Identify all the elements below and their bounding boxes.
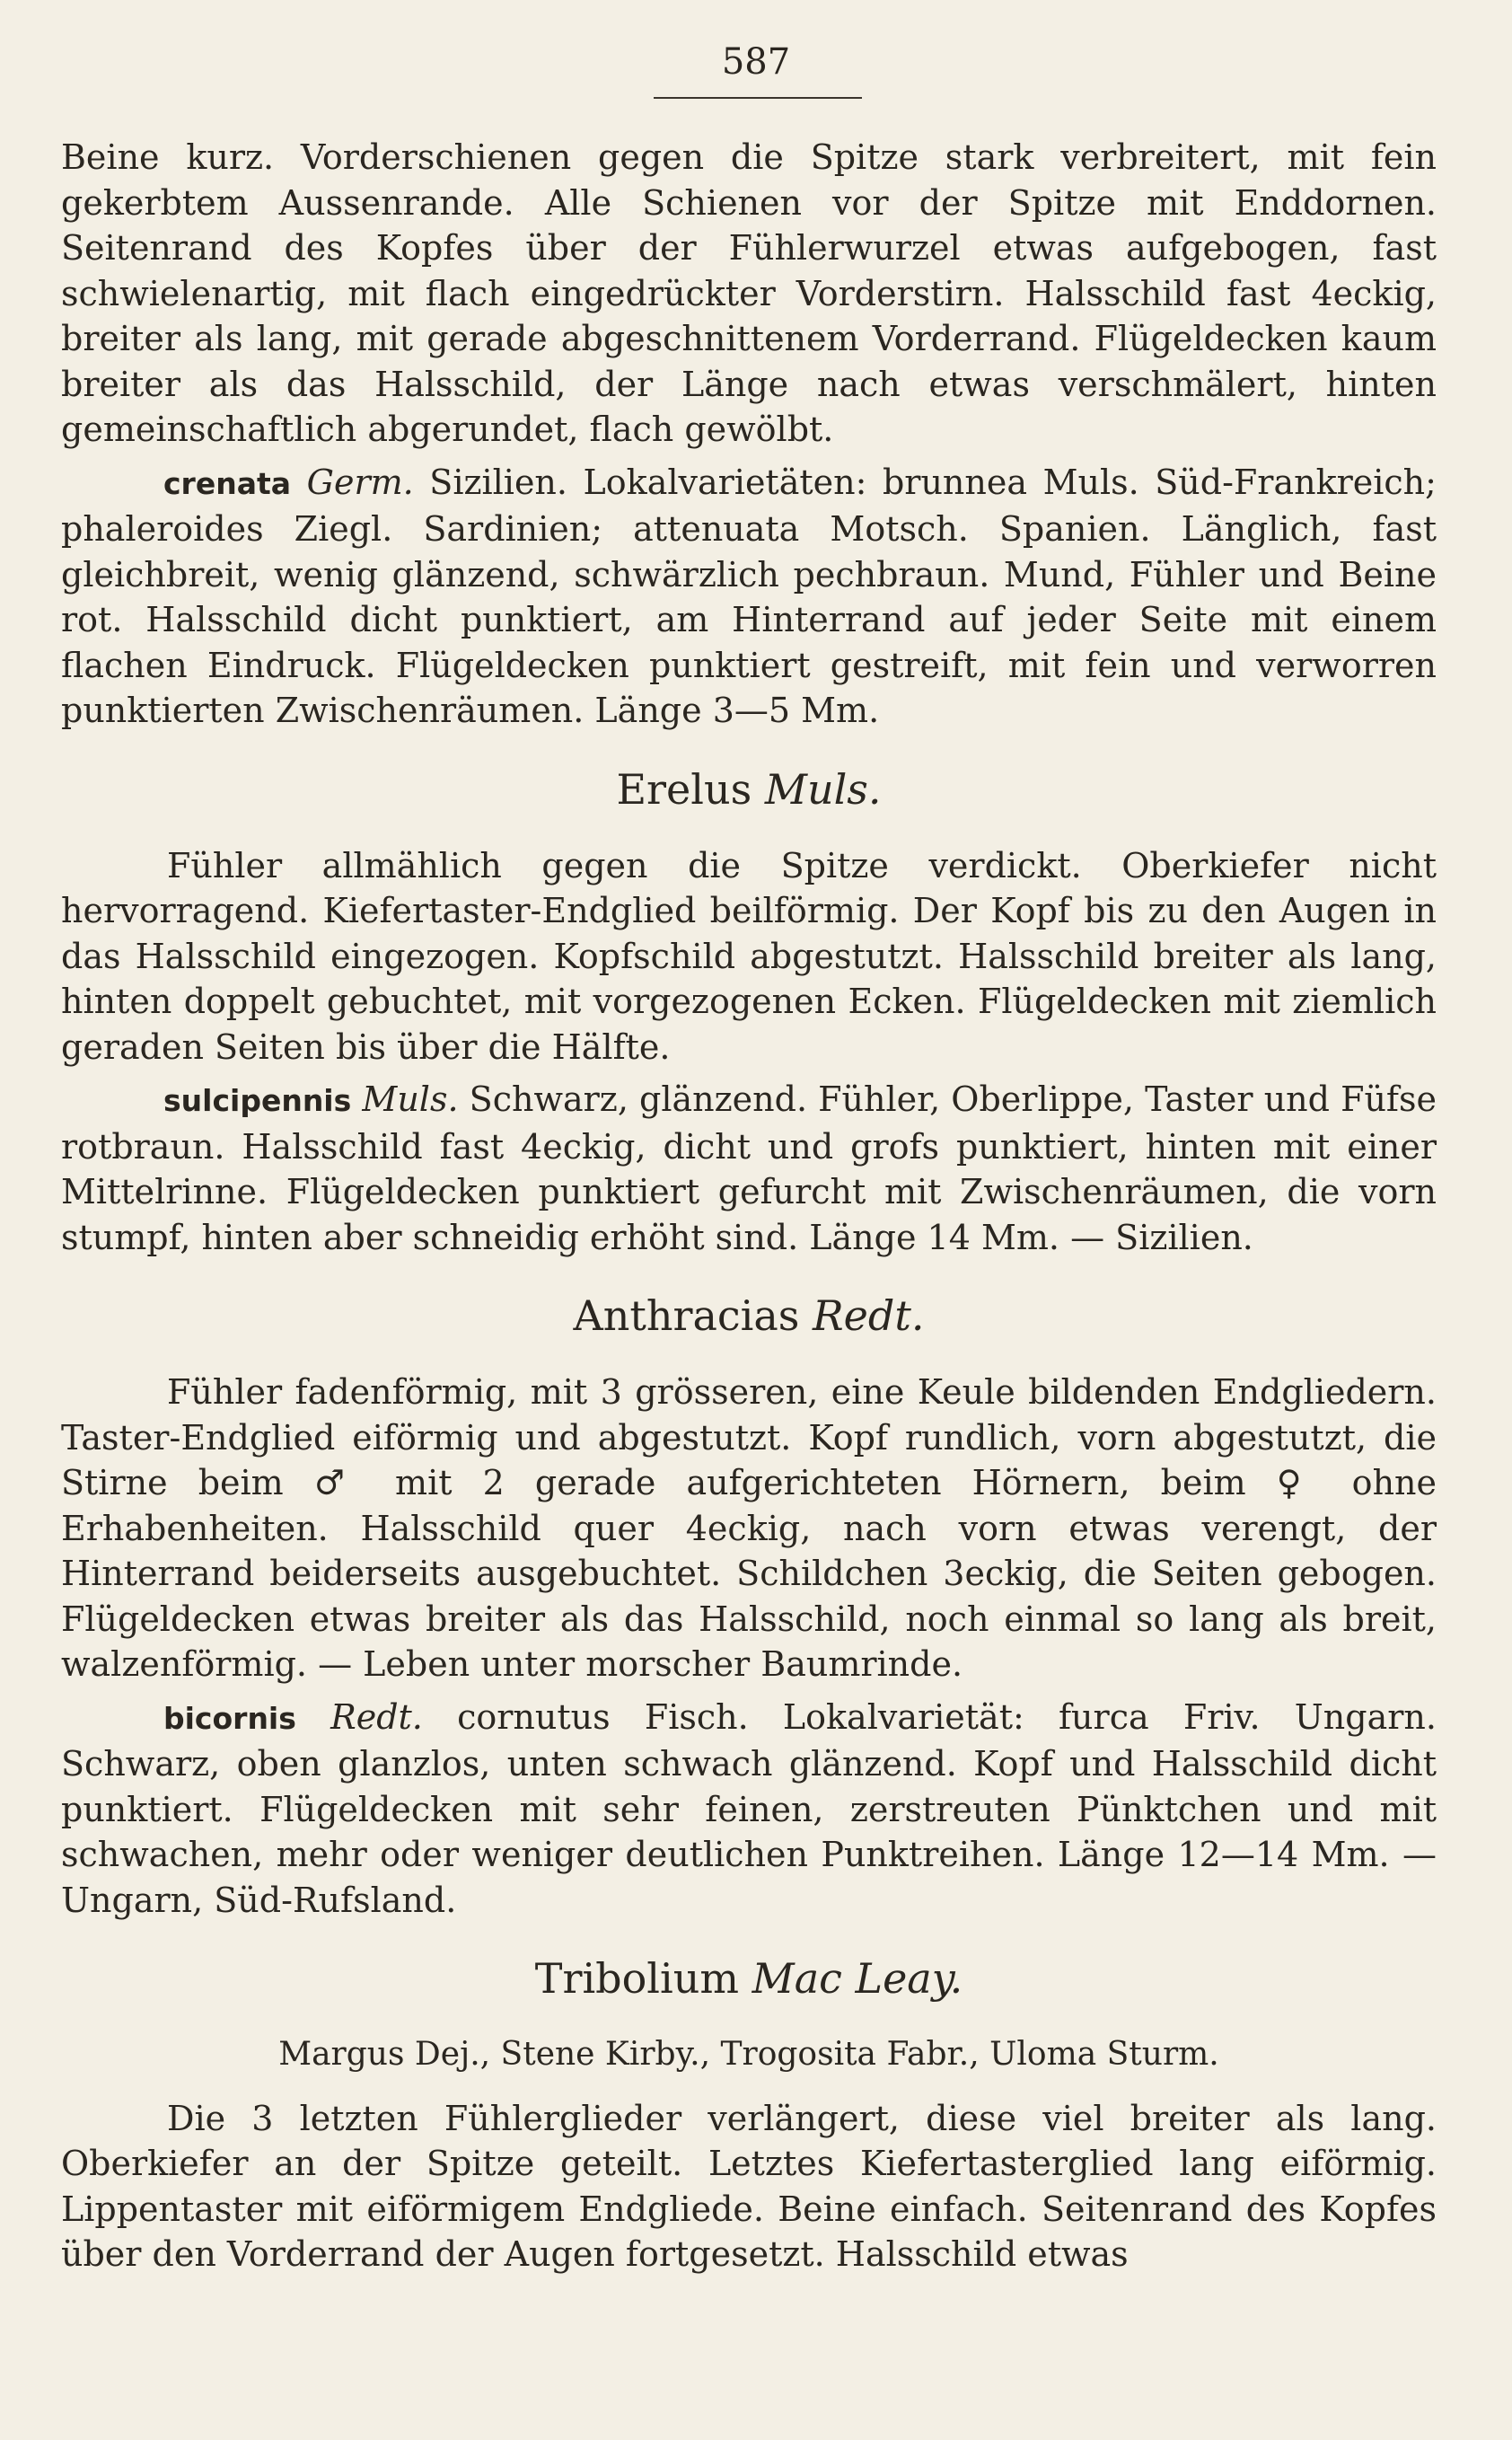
- species-description: Schwarz, glänzend. Fühler, Oberlippe, Taster und Füfse rotbraun. Halsschild fast 4eckig, dicht und grofs punktiert, hinten mit einer Mittelrinne. Flügeldecken punktiert gefurcht mit Zwischenräumen, die vorn stumpf, hinten aber schneidig erhöht sind. Länge 14 Mm. — Sizilien.: [61, 1079, 1437, 1257]
- genus-heading-erelus: [61, 762, 1437, 816]
- species-name: crenata: [163, 465, 292, 501]
- species-name: sulcipennis: [163, 1083, 352, 1118]
- species-author: Muls.: [362, 1079, 459, 1119]
- paragraph-anthracias: Fühler fadenförmig, mit 3 grösseren, eine Keule bildenden Endgliedern. Taster-Endglied eiförmig und abgestutzt. Kopf rundlich, vorn abgestutzt, die Stirne beim ♂ mit 2 gerade aufgerichteten Hörnern, beim ♀ ohne Erhabenheiten. Halsschild quer 4eckig, nach vorn etwas verengt, der Hinterrand beiderseits ausgebuchtet. Schildchen 3eckig, die Seiten gebogen. Flügeldecken etwas breiter als das Halsschild, noch einmal so lang als breit, walzenförmig. — Leben unter morscher Baumrinde.: [61, 1372, 1437, 1684]
- genus-name: Tribolium: [534, 1954, 739, 2003]
- species-author: Germ.: [306, 462, 414, 502]
- paragraph-tribolium: Die 3 letzten Fühlerglieder verlängert, diese viel breiter als lang. Oberkiefer an der Spitze geteilt. Letztes Kiefertasterglied lang eiförmig. Lippentaster mit eiförmigem Endgliede. Beine einfach. Seitenrand des Kopfes über den Vorderrand der Augen fortgesetzt. Halsschild etwas: [61, 2098, 1437, 2274]
- paragraph-intro: Beine kurz. Vorderschienen gegen die Spitze stark verbreitert, mit fein gekerbtem Aussenrande. Alle Schienen vor der Spitze mit Enddornen. Seitenrand des Kopfes über der Fühlerwurzel etwas aufgebogen, fast schwielenartig, mit flach eingedrückter Vorderstirn. Halsschild fast 4eckig, breiter als lang, mit gerade abgeschnittenem Vorderrand. Flügeldecken kaum breiter als das Halsschild, der Länge nach etwas verschmälert, hinten gemeinschaftlich abgerundet, flach gewölbt.: [61, 137, 1437, 449]
- species-description: cornutus Fisch. Lokalvarietät: furca Friv. Ungarn. Schwarz, oben glanzlos, unten schwach glänzend. Kopf und Halsschild dicht punktiert. Flügeldecken mit sehr feinen, zerstreuten Pünktchen und mit schwachen, mehr oder weniger deutlichen Punktreihen. Länge 12—14 Mm. — Ungarn, Süd-Rufsland.: [61, 1696, 1437, 1920]
- genus-heading-tribolium: [61, 1951, 1437, 2005]
- paragraph-erelus: Fühler allmählich gegen die Spitze verdickt. Oberkiefer nicht hervorragend. Kiefertaster-Endglied beilförmig. Der Kopf bis zu den Augen in das Halsschild eingezogen. Kopfschild abgestutzt. Halsschild breiter als lang, hinten doppelt gebuchtet, mit vorgezogenen Ecken. Flügeldecken mit ziemlich geraden Seiten bis über die Hälfte.: [61, 845, 1437, 1067]
- genus-author: Redt.: [813, 1291, 925, 1340]
- species-name: bicornis: [163, 1700, 296, 1736]
- species-author: Redt.: [330, 1696, 423, 1737]
- genus-name: Erelus: [616, 764, 752, 814]
- genus-author: Mac Leay.: [752, 1954, 963, 2003]
- species-description: Sizilien. Lokalvarietäten: brunnea Muls. Süd-Frankreich; phaleroides Ziegl. Sardinien; attenuata Motsch. Spanien. Länglich, fast gleichbreit, wenig glänzend, schwärzlich pechbraun. Mund, Fühler und Beine rot. Halsschild dicht punktiert, am Hinterrand auf jeder Seite mit einem flachen Eindruck. Flügeldecken punktiert gestreift, mit fein und verworren punktierten Zwischenräumen. Länge 3—5 Mm.: [61, 462, 1437, 730]
- species-entry-sulcipennis: [61, 1077, 1437, 1260]
- species-entry-bicornis: [61, 1695, 1437, 1924]
- genus-name: Anthracias: [573, 1291, 800, 1340]
- genus-heading-anthracias: [61, 1289, 1437, 1343]
- synonyms-tribolium: Margus Dej., Stene Kirby., Trogosita Fabr., Uloma Sturm.: [278, 2036, 1219, 2073]
- page-number: 587: [721, 41, 791, 83]
- genus-author: Muls.: [764, 764, 882, 814]
- species-entry-crenata: [61, 460, 1437, 734]
- page-content: [61, 135, 1437, 2277]
- header-rule: [654, 97, 862, 99]
